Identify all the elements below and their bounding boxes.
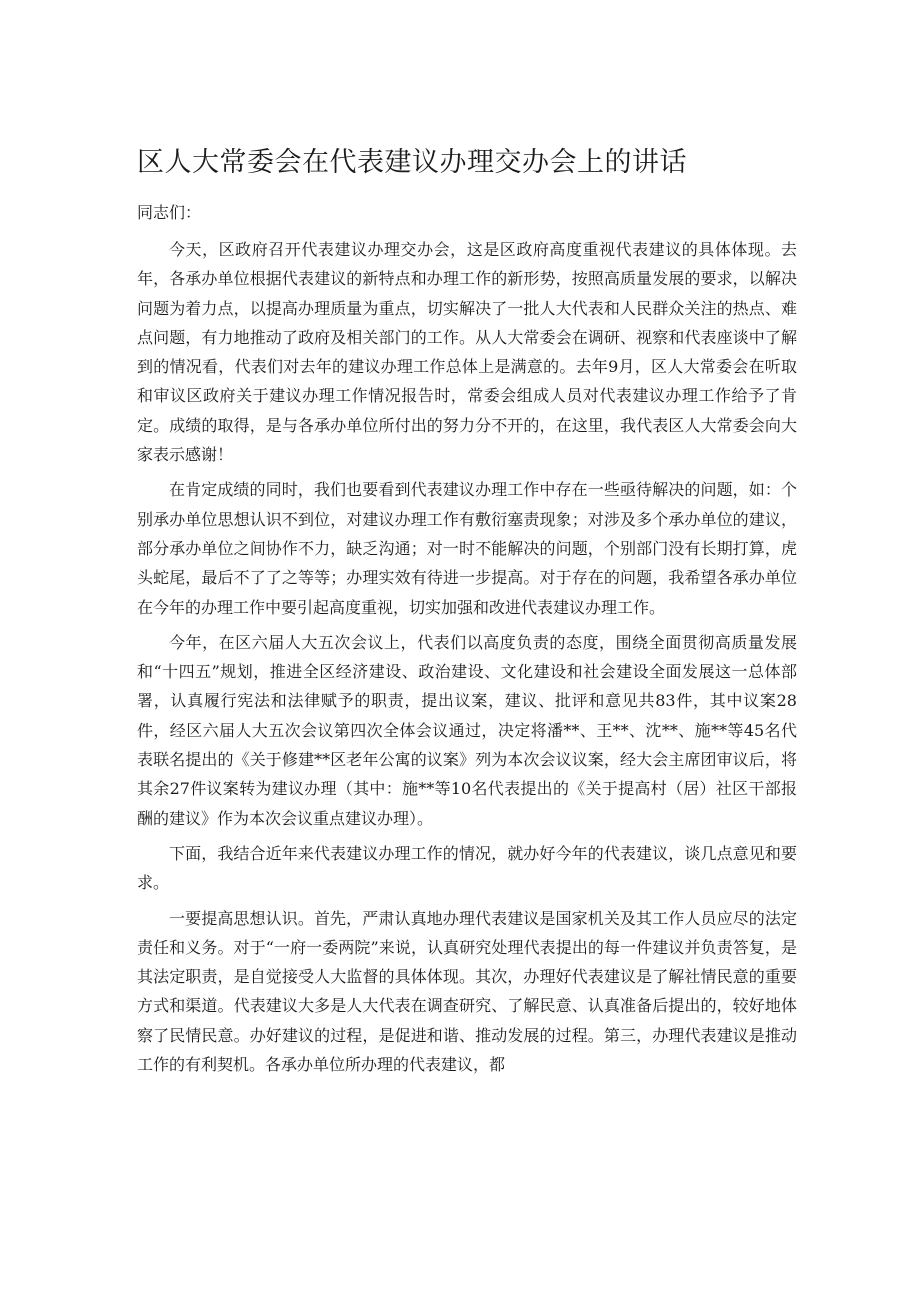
document-title: 区人大常委会在代表建议办理交办会上的讲话 [137,147,687,178]
paragraph-1: 今天，区政府召开代表建议办理交办会，这是区政府高度重视代表建议的具体体现。去年，各承办单位根据代表建议的新特点和办理工作的新形势，按照高质量发展的要求，以解决问题为着力点，以提高办理质量为重点，切实解决了一批人大代表和人民群众关注的热点、难点问题，有力地推动了政府及相关部门的工作。从人大常委会在调研、视察和代表座谈中了解到的情况看，代表们对去年的建议办理工作总体上是满意的。去年9月，区人大常委会在听取和审议区政府关于建议办理工作情况报告时，常委会组成人员对代表建议办理工作给予了肯定。成绩的取得，是与各承办单位所付出的努力分不开的，在这里，我代表区人大常委会向大家表示感谢！ [137,240,797,465]
document-body [137,198,797,1085]
paragraph-5: 一要提高思想认识。首先，严肃认真地办理代表建议是国家机关及其工作人员应尽的法定责任和义务。对于“一府一委两院”来说，认真研究处理代表提出的每一件建议并负责答复，是其法定职责，是自觉接受人大监督的具体体现。其次，办理好代表建议是了解社情民意的重要方式和渠道。代表建议大多是人大代表在调查研究、了解民意、认真准备后提出的，较好地体察了民情民意。办好建议的过程，是促进和谐、推动发展的过程。第三，办理代表建议是推动工作的有利契机。各承办单位所办理的代表建议，都 [137,908,797,1075]
paragraph-4: 下面，我结合近年来代表建议办理工作的情况，就办好今年的代表建议，谈几点意见和要求。 [137,843,797,893]
paragraph-3: 今年，在区六届人大五次会议上，代表们以高度负责的态度，围绕全面贯彻高质量发展和“十四五”规划，推进全区经济建设、政治建设、文化建设和社会建设全面发展这一总体部署，认真履行宪法和法律赋予的职责，提出议案，建议、批评和意见共83件，其中议案28件，经区六届人大五次会议第四次全体会议通过，决定将潘**、王**、沈**、施**等45名代表联名提出的《关于修建**区老年公寓的议案》列为本次会议议案，经大会主席团审议后，将其余27件议案转为建议办理（其中：施**等10名代表提出的《关于提高村（居）社区干部报酬的建议》作为本次会议重点建议办理）。 [137,632,797,828]
salutation: 同志们： [137,203,202,222]
paragraph-2: 在肯定成绩的同时，我们也要看到代表建议办理工作中存在一些亟待解决的问题，如：个别承办单位思想认识不到位，对建议办理工作有敷衍塞责现象；对涉及多个承办单位的建议，部分承办单位之间协作不力，缺乏沟通；对一时不能解决的问题，个别部门没有长期打算，虎头蛇尾，最后不了了之等等；办理实效有待进一步提高。对于存在的问题，我希望各承办单位在今年的办理工作中要引起高度重视，切实加强和改进代表建议办理工作。 [137,480,797,617]
